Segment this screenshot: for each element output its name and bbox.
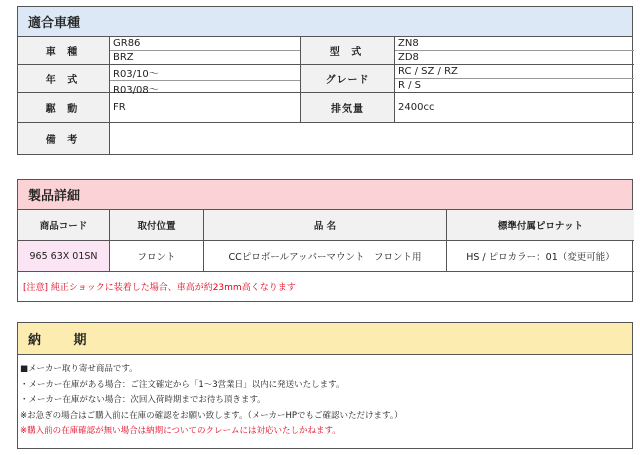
year-value-1: R03/10～ — [110, 65, 300, 81]
delivery-title: 納 期 — [18, 323, 632, 355]
drive-value: FR — [110, 93, 301, 123]
grade-value — [395, 65, 634, 93]
remarks-value — [110, 123, 634, 154]
product-section — [17, 179, 633, 302]
product-code: 965 63X 01SN — [18, 241, 110, 272]
year-label: 年 式 — [18, 65, 110, 93]
header-product-code: 商品コード — [18, 210, 110, 241]
product-name: CCピロボールアッパーマウント フロント用 — [204, 241, 447, 272]
caution-note: [注意] 純正ショックに装着した場合、車高が約23mm高くなります — [23, 283, 296, 293]
delivery-warning: ※購入前の在庫確認が無い場合は納期についてのクレームには対応いたしかねます。 — [20, 426, 341, 436]
header-pillow-nut: 標準付属ピロナット — [447, 210, 634, 241]
displacement-value: 2400cc — [395, 93, 634, 123]
delivery-section — [17, 322, 633, 449]
delivery-line: ・メーカー在庫がない場合：次回入荷時期までお待ち頂きます。 — [20, 395, 266, 405]
grade-value-2: R / S — [398, 80, 422, 91]
car-value — [110, 37, 301, 65]
drive-label: 駆 動 — [18, 93, 110, 123]
model-value-2: ZD8 — [398, 52, 419, 63]
remarks-label: 備 考 — [18, 123, 110, 154]
model-label: 型 式 — [301, 37, 395, 65]
delivery-line: ■メーカー取り寄せ商品です。 — [20, 364, 138, 374]
car-value-2: BRZ — [113, 52, 134, 63]
mount-position: フロント — [110, 241, 204, 272]
delivery-line: ・メーカー在庫がある場合：ご注文確定から「1～3営業日」以内に発送いたします。 — [20, 379, 345, 390]
car-label: 車 種 — [18, 37, 110, 65]
grade-label: グレード — [301, 65, 395, 93]
fitment-title: 適合車種 — [18, 7, 632, 37]
model-value — [395, 37, 634, 65]
delivery-lines — [18, 355, 632, 440]
header-product-name: 品 名 — [204, 210, 447, 241]
fitment-section — [17, 6, 633, 155]
product-title: 製品詳細 — [18, 180, 632, 210]
grade-value-1: RC / SZ / RZ — [395, 65, 634, 79]
header-mount-position: 取付位置 — [110, 210, 204, 241]
car-value-1: GR86 — [110, 37, 300, 51]
year-value — [110, 65, 301, 96]
pillow-nut: HS / ピロカラー：01（変更可能） — [447, 241, 634, 272]
displacement-label: 排気量 — [301, 93, 395, 123]
delivery-line: ※お急ぎの場合はご購入前に在庫の確認をお願い致します。（メーカーHPでもご確認いただけます。） — [20, 410, 403, 421]
year-value-2: R03/08～ — [113, 85, 159, 96]
model-value-1: ZN8 — [395, 37, 634, 51]
fitment-table — [18, 37, 632, 154]
product-table — [18, 210, 632, 272]
